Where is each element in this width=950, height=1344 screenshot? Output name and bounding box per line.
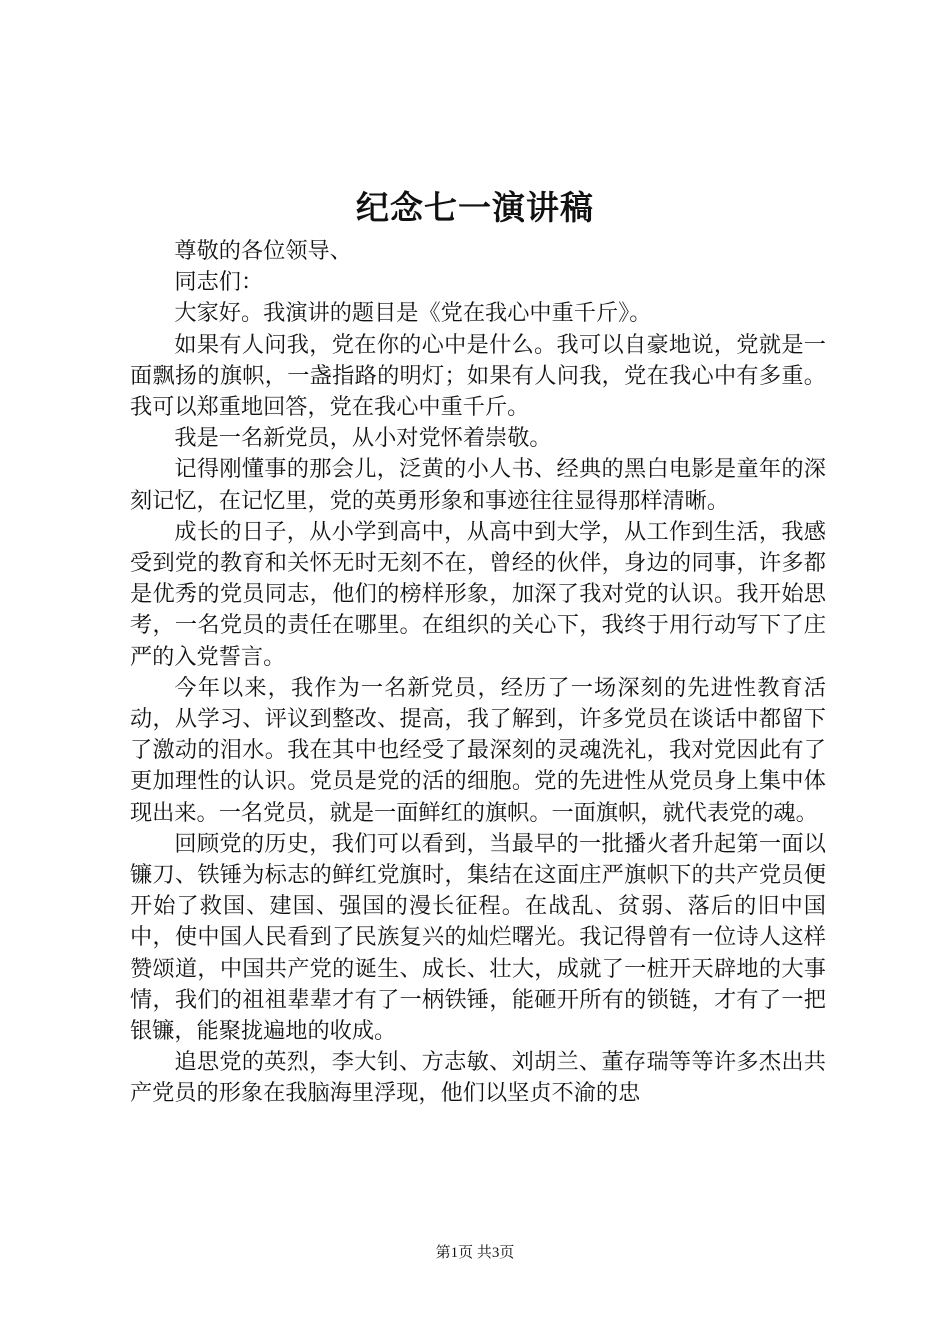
page-number-footer: 第1页 共3页 (435, 1245, 515, 1261)
paragraph-salutation-1: 尊敬的各位领导、 (174, 238, 352, 264)
paragraph-body: 我是一名新党员，从小对党怀着崇敬。 (174, 425, 552, 452)
paragraph-body: 追思党的英烈，李大钊、方志敏、刘胡兰、董存瑞等等许多杰出共产党员的形象在我脑海里浮现，他们以坚贞不渝的忠 (130, 1049, 826, 1107)
paragraph-body: 如果有人问我，党在你的心中是什么。我可以自豪地说，党就是一面飘扬的旗帜，一盏指路的明灯；如果有人问我，党在我心中有多重。我可以郑重地回答，党在我心中重千斤。 (130, 331, 826, 421)
paragraph-salutation-2: 同志们： (174, 269, 264, 296)
document-body (130, 236, 826, 1110)
document-title: 纪念七一演讲稿 (356, 188, 594, 227)
paragraph-greeting: 大家好。我演讲的题目是《党在我心中重千斤》。 (174, 300, 652, 327)
paragraph-body: 记得刚懂事的那会儿，泛黄的小人书、经典的黑白电影是童年的深刻记忆，在记忆里，党的英勇形象和事迹往往显得那样清晰。 (130, 456, 826, 514)
paragraph-body: 回顾党的历史，我们可以看到，当最早的一批播火者升起第一面以镰刀、铁锤为标志的鲜红党旗时，集结在这面庄严旗帜下的共产党员便开始了救国、建国、强国的漫长征程。在战乱、贫弱、落后的旧中国中，使中国人民看到了民族复兴的灿烂曙光。我记得曾有一位诗人这样赞颂道，中国共产党的诞生、成长、壮大，成就了一桩开天辟地的大事情，我们的祖祖辈辈才有了一柄铁锤，能砸开所有的锁链，才有了一把银镰，能聚拢遍地的收成。 (130, 830, 826, 1045)
paragraph-body: 成长的日子，从小学到高中，从高中到大学，从工作到生活，我感受到党的教育和关怀无时无刻不在，曾经的伙伴，身边的同事，许多都是优秀的党员同志，他们的榜样形象，加深了我对党的认识。我开始思考，一名党员的责任在哪里。在组织的关心下，我终于用行动写下了庄严的入党誓言。 (130, 518, 826, 670)
paragraph-body: 今年以来，我作为一名新党员，经历了一场深刻的先进性教育活动，从学习、评议到整改、提高，我了解到，许多党员在谈话中都留下了激动的泪水。我在其中也经受了最深刻的灵魂洗礼，我对党因此有了更加理性的认识。党员是党的活的细胞。党的先进性从党员身上集中体现出来。一名党员，就是一面鲜红的旗帜。一面旗帜，就代表党的魂。 (130, 674, 826, 826)
